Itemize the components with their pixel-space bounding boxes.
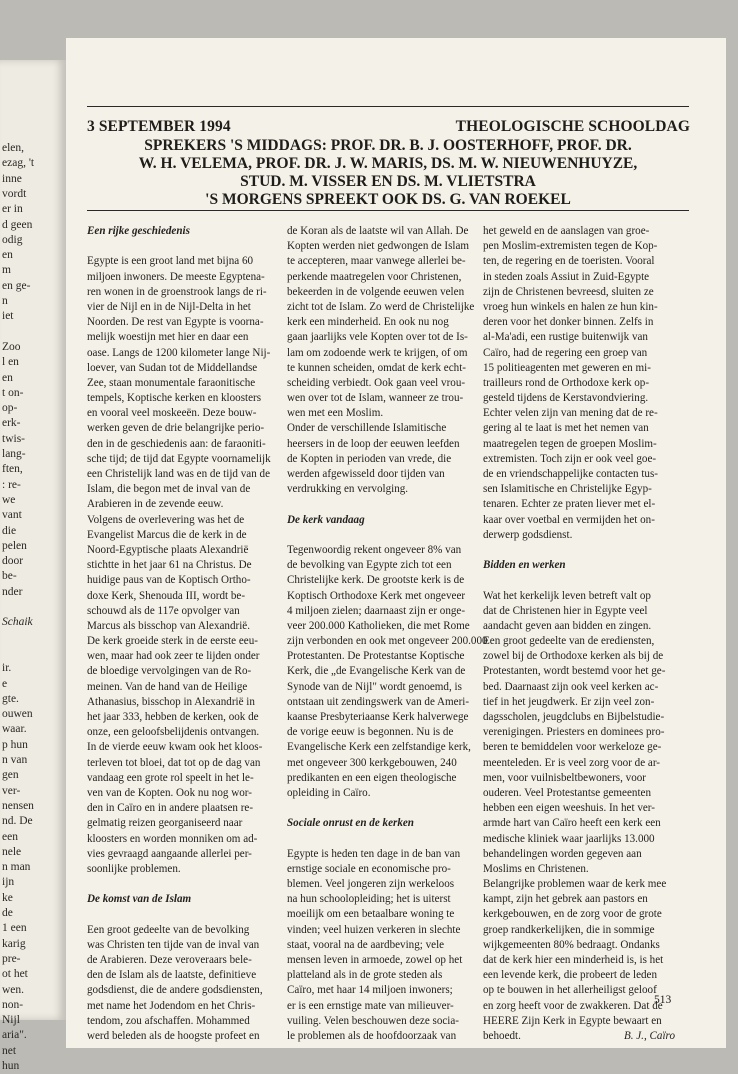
text-line: al-Ma'adi, een rustige buitenwijk van (483, 331, 648, 344)
text-line: Athanasius, bisschop in Alexandrië in (87, 695, 255, 708)
text-line: dat de kerk hier een minderheid is, is het (483, 954, 664, 966)
text-line: gering al te laat is met het nemen van (483, 422, 649, 435)
text-line: Synode van de Nijl" wordt genoemd, is (287, 680, 462, 693)
prev-page-fragment: gte. (2, 692, 19, 705)
text-line: ontstaan uit zendingswerk van de Ameri- (287, 695, 470, 708)
text-line: de Kopten in perioden van vrede, die (287, 452, 452, 465)
prev-page-fragment: l en (2, 356, 19, 369)
text-line: en vooral veel moskeeën. Deze bouw- (87, 407, 257, 420)
text-line: moeilijk om een betaalbare woning te (287, 908, 455, 921)
text-line: Een groot gedeelte van de erediensten, (483, 635, 655, 648)
text-line: Evangelist Marcus die de kerk in de (87, 528, 247, 541)
text-line: de bevolking van Egypte zich tot een (287, 559, 452, 572)
text-line: te kunnen scheiden, omdat de kerk echt- (287, 361, 466, 374)
section-heading: Een rijke geschiedenis (87, 225, 190, 237)
prev-page-fragment: n van (2, 754, 28, 766)
prev-page-fragment: ver- (2, 784, 21, 797)
text-line: men, voor vuilnisbeltbewoners, voor (483, 771, 646, 784)
prev-page-fragment: die (2, 524, 17, 537)
text-line: de Arabieren. Deze veroveraars bele- (87, 954, 252, 966)
text-line: de bloedige vervolgingen van de Ro- (87, 665, 252, 678)
prev-page-fragment: be- (2, 570, 17, 583)
text-line: 15 politieagenten met geweren en mi- (483, 361, 651, 374)
prev-page-fragment: twis- (2, 432, 25, 445)
prev-page-fragment: wen. (2, 983, 25, 996)
text-line: tenaren. Echter ze praten liever met el- (483, 498, 656, 511)
text-line: verenigingen. Priesters en dominees pro- (483, 726, 665, 739)
text-line: Echter velen zijn van mening dat de re- (483, 407, 658, 420)
prev-page-fragment: ke (2, 891, 13, 904)
prev-page-fragment: karig (2, 937, 26, 950)
text-line: kloosters en worden monniken om ad- (87, 832, 258, 845)
text-line: medische kliniek waar jaarlijks 13.000 (483, 832, 655, 845)
text-line: Caïro, had de regering een groep van (483, 346, 648, 359)
text-line: Noorden. De rest van Egypte is voorna- (87, 316, 264, 329)
prev-page-fragment: erk- (2, 417, 21, 430)
text-line: vier de Nijl en in de Nijl-Delta in het (87, 300, 251, 313)
text-line: wijkgemeenten 80% bedraagt. Ondanks (483, 938, 660, 951)
text-line: de en vriendschappelijke contacten tus- (483, 468, 658, 480)
text-line: den in de geschiedenis aan: de faraoniti- (87, 437, 266, 450)
text-line: heersers in de loop der eeuwen leefden (287, 437, 460, 450)
text-line: onze, een geloofsbelijdenis ontvangen. (87, 726, 260, 739)
text-line: te accepteren, maar vanwege allerlei be- (287, 255, 466, 268)
text-line: zicht tot de Islam. Zo werd de Christelijke (287, 300, 475, 313)
text-line: Zee, staan monumentale faraonitische (87, 376, 256, 389)
text-line: ouderen. Veel Protestantse gemeenten (483, 786, 651, 799)
prev-page-fragment: pelen (2, 539, 27, 552)
prev-page-fragment: en (2, 371, 13, 384)
article-column-1 (87, 224, 279, 1044)
text-line: in steden zoals Assiut in Zuid-Egypte (483, 270, 650, 283)
paragraph-gap (483, 573, 675, 588)
text-line: wen, maar had ook zeer te lijden onder (87, 650, 260, 663)
text-line: Onder de verschillende Islamitische (287, 422, 447, 435)
paragraph-gap (287, 801, 479, 816)
text-line: na hun schoolopleiding; het is uiterst (287, 893, 451, 906)
text-line: soonlijke problemen. (87, 862, 181, 875)
text-line: vinden; veel huizen verkeren in slechte (287, 923, 461, 936)
paragraph-gap (287, 497, 479, 512)
header-speakers-line-4: 'S MORGENS SPREEKT OOK DS. G. VAN ROEKEL (205, 191, 571, 208)
text-line: Protestanten. De Protestantse Koptische (287, 650, 465, 663)
text-line: gelmatig reizen georganiseerd naar (87, 817, 243, 830)
prev-page-fragment: Zoo (2, 340, 21, 353)
text-line: was Christen ten tijde van de inval van (87, 938, 260, 951)
text-line: den in Caïro en in andere plaatsen re- (87, 802, 254, 815)
paragraph-gap (87, 239, 279, 254)
prev-page-fragment: op- (2, 402, 18, 415)
text-line: Evangelische Kerk een zelfstandige kerk, (287, 741, 471, 754)
paragraph-gap (87, 907, 279, 922)
text-line: beren te bemiddelen voor werkeloze ge- (483, 741, 662, 754)
header-date: 3 SEPTEMBER 1994 (87, 118, 231, 135)
text-line: stichtte in het jaar 61 na Christus. De (87, 559, 252, 572)
text-line: zowel bij de Orthodoxe kerken als bij de (483, 650, 664, 663)
text-line: een levende kerk, die probeert de leden (483, 969, 658, 982)
section-heading: Bidden en werken (483, 559, 566, 572)
text-line: ten, de regering en de toeristen. Vooral (483, 255, 655, 268)
text-line: Caïro, met haar 14 miljoen inwoners; (287, 984, 453, 997)
header-rule-top (87, 106, 689, 107)
prev-page-fragment: Nijl (2, 1014, 20, 1027)
text-line: hebben een eigen weeshuis. In het ver- (483, 802, 655, 815)
magazine-page (66, 38, 726, 1048)
previous-page-edge (0, 60, 66, 1072)
text-line: oase. Langs de 1200 kilometer lange Nij- (87, 346, 271, 359)
text-line: op te bouwen in het allerheiligst geloof (483, 984, 657, 997)
prev-page-fragment: iet (2, 310, 14, 323)
text-line: Koptisch Orthodoxe Kerk met ongeveer (287, 589, 466, 602)
author-signature: B. J., Caïro (623, 1029, 675, 1042)
text-line: terleven tot bloei, dat tot op de dag van (87, 756, 261, 769)
text-line: trailleurs rond de Orthodoxe kerk op- (483, 376, 650, 389)
text-line: staat, vooral na de aardbeving; vele (287, 938, 445, 951)
header-speakers-line-3: STUD. M. VISSER EN DS. M. VLIETSTRA (240, 173, 536, 190)
text-line: schouwd als de 117e opvolger van (87, 604, 240, 617)
text-line: vandaag een grote rol speelt in het le- (87, 771, 254, 784)
prev-page-fragment: ezag, 't (2, 157, 35, 170)
text-line: pen Moslim-extremisten tegen de Kop- (483, 240, 658, 253)
prev-page-fragment: ijn (2, 876, 15, 889)
prev-page-fragment: ften, (2, 463, 23, 476)
text-line: doxe Kerk, Shenouda III, wordt be- (87, 589, 246, 602)
text-line: de Koran als de laatste wil van Allah. De (287, 225, 469, 237)
paragraph-gap (483, 543, 675, 558)
prev-page-fragment: p hun (2, 738, 28, 751)
prev-page-fragment: waar. (2, 723, 27, 736)
text-line: Volgens de overlevering was het de (87, 513, 245, 526)
text-line: dat de Christenen hier in Egypte veel (483, 604, 648, 617)
closing-text: behoedt. (483, 1029, 521, 1042)
text-line: Arabieren in de zevende eeuw. (87, 498, 224, 511)
text-line: loever, van Sudan tot de Middellandse (87, 361, 258, 374)
text-line: er is een ernstige mate van milieuver- (287, 999, 454, 1012)
prev-page-fragment: ir. (2, 662, 12, 675)
prev-page-fragment: lang- (2, 448, 26, 460)
paragraph-gap (287, 528, 479, 543)
prev-page-fragment: inne (2, 172, 22, 185)
text-line: le problemen als de hoofdoorzaak van (287, 1029, 457, 1042)
text-line: De kerk groeide sterk in de eerste eeu- (87, 635, 258, 648)
text-line: meinen. Van de hand van de Heilige (87, 680, 248, 693)
prev-page-fragment: : re- (2, 478, 21, 491)
prev-page-fragment: hun (2, 1060, 20, 1072)
prev-page-fragment: e (2, 677, 8, 690)
text-line: miljoen inwoners. De meeste Egyptena- (87, 270, 265, 283)
text-line: Protestanten, wordt bestemd voor het ge- (483, 665, 666, 678)
prev-page-fragment: en ge- (2, 279, 31, 292)
text-line: groep randkerkelijken, die in sommige (483, 923, 655, 936)
text-line: Egypte is een groot land met bijna 60 (87, 255, 254, 268)
text-line: Islam, die begon met de inval van de (87, 483, 251, 496)
text-line: aandacht geven aan bidden en zingen. (483, 619, 652, 632)
text-line: 4 miljoen zielen; daarnaast zijn er onge- (287, 604, 466, 617)
prev-page-fragment: ouwen (2, 708, 33, 721)
prev-page-fragment: odig (2, 233, 23, 246)
text-line: gesteld tijdens de Kerstavondviering. (483, 392, 649, 405)
prev-page-fragment: er in (2, 203, 23, 216)
text-line: lam om zodoende werk te krijgen, of om (287, 346, 468, 359)
text-line: een Christelijk land was en de tijd van de (87, 468, 270, 480)
text-line: vies gevraagd aangaande allerlei per- (87, 847, 252, 860)
text-line: ernstige sociale en economische pro- (287, 862, 451, 875)
text-line: kerkgebouwen, en de zorg voor de grote (483, 908, 662, 921)
text-line: Noord-Egyptische plaats Alexandrië (87, 543, 249, 556)
closing-line (483, 1029, 675, 1044)
section-heading: De kerk vandaag (287, 513, 365, 526)
text-line: Belangrijke problemen waar de kerk mee (483, 878, 667, 891)
prev-page-fragment: pre- (2, 952, 21, 965)
text-line: tendom, zou afschaffen. Mohammed (87, 1014, 250, 1027)
text-line: mensen leven in armoede, zowel op het (287, 954, 463, 966)
text-line: kerk een minderheid. En ook nu nog (287, 316, 449, 329)
text-line: het geweld en de aanslagen van groe- (483, 225, 650, 237)
text-line: bed. Daarnaast zijn ook veel kerken ac- (483, 680, 659, 693)
text-line: scheiding verbiedt. Ook gaan veel vrou- (287, 376, 466, 389)
prev-page-fragment: we (2, 493, 16, 506)
text-line: gaan jaarlijks vele Kopten over tot de Is- (287, 331, 468, 344)
text-line: Christelijke kerk. De grootste kerk is de (287, 574, 465, 587)
section-heading: Sociale onrust en de kerken (287, 817, 414, 830)
text-line: In de vierde eeuw kwam ook het kloos- (87, 741, 263, 754)
prev-page-fragment: vordt (2, 187, 27, 200)
text-line: veer 200.000 Katholieken, die met Rome (287, 619, 470, 632)
text-line: wen over tot de Islam, wanneer ze trou- (287, 392, 464, 405)
prev-page-fragment: door (2, 555, 24, 568)
text-line: deren voor het donker binnen. Zelfs in (483, 316, 654, 329)
text-line: en zorg heeft voor de zwakkeren. Dat de (483, 999, 663, 1012)
prev-page-fragment: nd. De (2, 815, 33, 828)
text-line: blemen. Veel jongeren zijn werkeloos (287, 878, 455, 891)
text-line: melijk woestijn met hier en daar een (87, 331, 249, 344)
header-rule-bottom (87, 210, 689, 211)
text-line: perkende maatregelen voor Christenen, (287, 270, 462, 283)
text-line: dagsscholen, jeugdclubs en Bijbelstudie- (483, 711, 665, 723)
text-line: verdrukking en vervolging. (287, 483, 409, 496)
text-line: het jaar 333, hebben de kerken, ook de (87, 711, 259, 723)
text-line: maatregelen tegen de groepen Moslim- (483, 437, 657, 450)
text-line: extremisten. Toch zijn er ook veel goe- (483, 452, 657, 465)
text-line: behandelingen worden gegeven aan (483, 847, 642, 860)
text-line: zijn de Christenen bevreesd, sluiten ze (483, 285, 654, 298)
text-line: Een groot gedeelte van de bevolking (87, 923, 250, 936)
prev-page-fragment: m (2, 264, 11, 277)
text-line: kampt, zijn het gebrek aan pastors en (483, 893, 648, 906)
text-line: platteland als in de grote steden als (287, 969, 443, 982)
text-line: wen met een Moslim. (287, 407, 384, 420)
text-line: werken geven de drie belangrijke perio- (87, 422, 265, 435)
paragraph-gap (87, 877, 279, 892)
section-heading: De komst van de Islam (87, 893, 192, 906)
text-line: Marcus als bisschop van Alexandrië. (87, 619, 250, 632)
text-line: Moslims en Christenen. (483, 862, 589, 875)
text-line: de vorige eeuw is begonnen. Nu is de (287, 726, 454, 739)
prev-page-fragment: t on- (2, 386, 24, 399)
text-line: sche tijd; de tijd dat Egypte voornamelijk (87, 452, 271, 465)
text-line: kaar over voetbal en vermijden het on- (483, 513, 655, 526)
prev-page-fragment: net (2, 1044, 17, 1057)
prev-page-fragment: ot het (2, 968, 28, 981)
prev-page-fragment: n man (2, 861, 31, 874)
prev-page-fragment: non- (2, 998, 24, 1011)
text-line: Kerk, die „de Evangelische Kerk van de (287, 665, 466, 678)
prev-page-fragment: vant (2, 509, 22, 522)
text-line: ven van de Kopten. Ook nu nog wor- (87, 786, 252, 799)
text-line: sen Islamitische en Christelijke Egyp- (483, 483, 652, 496)
article-column-3 (483, 224, 675, 1044)
text-line: HEERE Zijn Kerk in Egypte bewaart en (483, 1014, 662, 1027)
prev-page-fragment: nensen (2, 799, 34, 812)
prev-page-fragment: Schaik (2, 616, 33, 629)
text-line: den de Islam als de laatste, definitieve (87, 969, 257, 982)
text-line: ren wonen in de groenstrook langs de ri- (87, 285, 267, 298)
text-line: met ongeveer 300 kerkgebouwen, 240 (287, 756, 457, 769)
text-line: godsdienst, die de andere godsdiensten, (87, 984, 263, 997)
text-line: opleiding in Caïro. (287, 786, 371, 799)
prev-page-fragment: d geen (2, 218, 33, 231)
text-line: vroeg hun winkels en halen ze hun kin- (483, 300, 658, 313)
prev-page-fragment: n (2, 295, 8, 307)
text-line: vuiling. Velen beschouwen deze socia- (287, 1014, 460, 1027)
header-title: THEOLOGISCHE SCHOOLDAG (455, 118, 690, 135)
text-line: armde hart van Caïro heeft een kerk een (483, 817, 661, 830)
text-line: tempels, Koptische kerken en kloosters (87, 392, 262, 405)
prev-page-fragment: 1 een (2, 922, 27, 935)
text-line: huidige paus van de Koptisch Ortho- (87, 574, 251, 587)
text-line: Wat het kerkelijk leven betreft valt op (483, 589, 651, 602)
text-line: tief in het jeugdwerk. Er zijn veel zon- (483, 695, 655, 708)
text-line: Kopten werden niet gedwongen de Islam (287, 240, 470, 253)
text-line: bekeerden in de volgende eeuwen velen (287, 285, 465, 298)
text-line: werden afgewisseld door tijden van (287, 468, 445, 480)
prev-page-fragment: een (2, 830, 18, 843)
text-line: werd beleden als de hoogste profeet en (87, 1029, 260, 1042)
text-line: derwerp godsdienst. (483, 528, 573, 541)
article-column-2 (287, 224, 488, 1044)
prev-page-fragment: nder (2, 585, 23, 598)
prev-page-fragment: en (2, 249, 13, 262)
text-line: met name het Jodendom en het Chris- (87, 999, 256, 1012)
prev-page-fragment: nele (2, 845, 22, 858)
text-line: Tegenwoordig rekent ongeveer 8% van (287, 543, 462, 556)
text-line: zijn verbonden en ook met ongeveer 200.000 (287, 635, 488, 648)
prev-page-fragment: gen (2, 769, 19, 782)
prev-page-fragment: elen, (2, 142, 25, 154)
text-line: meenteleden. Er is veel zorg voor de ar- (483, 756, 660, 769)
page-number: 513 (654, 994, 672, 1006)
paragraph-gap (287, 832, 479, 847)
header-speakers-line-2: W. H. VELEMA, PROF. DR. J. W. MARIS, DS. M. W. NIEUWENHUYZE, (138, 155, 638, 172)
prev-page-fragment: de (2, 907, 13, 919)
text-line: kaanse Presbyteriaanse Kerk halverwege (287, 711, 469, 723)
prev-page-fragment: aria". (2, 1029, 27, 1042)
text-line: predikanten en een eigen theologische (287, 771, 457, 784)
text-line: Egypte is heden ten dage in de ban van (287, 847, 461, 860)
header-speakers-line-1: SPREKERS 'S MIDDAGS: PROF. DR. B. J. OOSTERHOFF, PROF. DR. (144, 137, 632, 154)
